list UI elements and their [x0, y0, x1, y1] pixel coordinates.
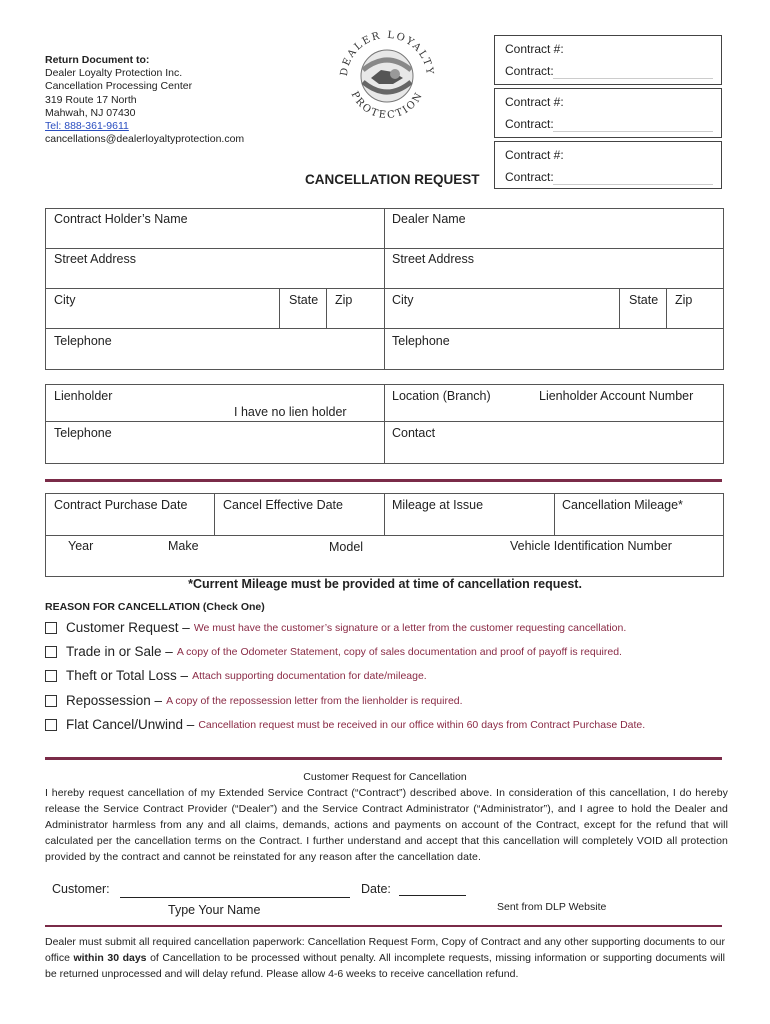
holder-name-label: Contract Holder’s Name: [54, 212, 188, 226]
reason-heading: REASON FOR CANCELLATION (Check One): [45, 601, 265, 613]
customer-signature-line[interactable]: [120, 897, 350, 898]
mileage-issue-label: Mileage at Issue: [392, 498, 484, 512]
vehicle-info-field[interactable]: [45, 535, 724, 577]
checkbox[interactable]: [45, 719, 57, 731]
logo-bottom-text: PROTECTION: [348, 89, 426, 122]
location-label: Location (Branch): [392, 389, 491, 403]
contract-number-label: Contract #:: [505, 148, 564, 162]
contract-label: Contract:: [505, 64, 554, 78]
account-number-label: Lienholder Account Number: [539, 389, 694, 403]
contract-box[interactable]: [494, 35, 722, 85]
contract-label: Contract:: [505, 170, 554, 184]
zip-label: Zip: [675, 293, 693, 307]
checkbox[interactable]: [45, 695, 57, 707]
customer-label: Customer:: [52, 882, 110, 896]
cancel-mileage-label: Cancellation Mileage*: [562, 498, 683, 512]
reason-label: Trade in or Sale –: [66, 644, 173, 659]
contract-box[interactable]: [494, 141, 722, 189]
dealer-state-field[interactable]: [619, 288, 667, 329]
statement-body: I hereby request cancellation of my Extended Service Contract (“Contract”) described above. In consideration of this cancellation, I do hereby release the Service Contract Provider (“Dealer”) and the Service Contract Administrator (“Administrator”), and I agree to hold the Dealer and Administrator harmless from any and all claims, demands, actions and payments on account of the Contract, except for the refund that will calculated per the cancellation terms on the Contract. I further understand and accept that this cancellation will completely VOID all protection provided by the contract and cannot be reinstated for any reason after the cancellation date.: [45, 787, 728, 863]
phone-link[interactable]: Tel: 888-361-9611: [45, 120, 129, 133]
cancel-date-label: Cancel Effective Date: [223, 498, 343, 512]
holder-phone-field[interactable]: [45, 328, 385, 370]
mileage-note: *Current Mileage must be provided at time of cancellation request.: [188, 577, 582, 591]
holder-zip-field[interactable]: [326, 288, 385, 329]
reason-description: Attach supporting documentation for date/mileage.: [192, 669, 427, 682]
reason-repossession[interactable]: [45, 693, 463, 708]
contract-label: Contract:: [505, 117, 554, 131]
logo-top-text: DEALER LOYALTY: [338, 29, 436, 77]
address-line: Mahwah, NJ 07430: [45, 106, 136, 119]
page-title: CANCELLATION REQUEST: [305, 172, 480, 187]
telephone-label: Telephone: [54, 334, 112, 348]
reason-trade-in[interactable]: [45, 644, 622, 659]
contact-label: Contact: [392, 426, 436, 440]
email-address: cancellations@dealerloyaltyprotection.com: [45, 133, 245, 146]
city-label: City: [54, 293, 76, 307]
checkbox[interactable]: [45, 622, 57, 634]
dealer-phone-field[interactable]: [384, 328, 724, 370]
checkbox[interactable]: [45, 646, 57, 658]
footer-text: Dealer must submit all required cancellation paperwork: Cancellation Request Form, Copy of Contract and any other supporting documents to our office: [45, 936, 725, 964]
dealer-name-field[interactable]: [384, 208, 724, 249]
footer-text: of Cancellation to be processed without penalty. All incomplete requests, missing information or supporting documents will be returned unprocessed and will delay refund. Please allow 4-6 weeks to receive cancellation refund.: [45, 952, 725, 980]
telephone-label: Telephone: [54, 426, 112, 440]
make-label: Make: [168, 539, 199, 553]
section-divider: [45, 479, 722, 482]
dealer-zip-field[interactable]: [666, 288, 724, 329]
reason-description: We must have the customer’s signature or a letter from the customer requesting cancellation.: [193, 621, 627, 634]
reason-label: Customer Request –: [66, 620, 190, 635]
reason-description: Cancellation request must be received in our office within 60 days from Contract Purchase Date.: [198, 718, 646, 731]
checkbox[interactable]: [45, 670, 57, 682]
holder-street-field[interactable]: [45, 248, 385, 289]
state-label: State: [289, 293, 319, 307]
lienholder-field[interactable]: [45, 384, 385, 422]
divider: [553, 131, 713, 132]
vin-label: Vehicle Identification Number: [510, 539, 672, 553]
address-line: 319 Route 17 North: [45, 93, 137, 106]
dealer-street-field[interactable]: [384, 248, 724, 289]
lien-phone-field[interactable]: [45, 421, 385, 464]
reason-label: Repossession –: [66, 693, 163, 708]
reason-label: Flat Cancel/Unwind –: [66, 717, 195, 732]
zip-label: Zip: [335, 293, 353, 307]
reason-label: Theft or Total Loss –: [66, 668, 189, 683]
return-heading: Return Document to:: [45, 54, 150, 66]
dealer-city-field[interactable]: [384, 288, 620, 329]
street-label: Street Address: [54, 252, 136, 266]
lienholder-label: Lienholder: [54, 389, 113, 403]
reason-description: A copy of the Odometer Statement, copy of sales documentation and proof of payoff is required.: [176, 645, 622, 658]
cancel-date-field[interactable]: [214, 493, 385, 536]
footer-note: [45, 934, 725, 982]
type-name-label: Type Your Name: [168, 903, 261, 917]
reason-customer-request[interactable]: [45, 620, 626, 635]
footer-emphasis: within 30 days: [73, 952, 147, 964]
section-divider: [45, 925, 722, 927]
model-label: Model: [329, 540, 364, 554]
contract-number-label: Contract #:: [505, 42, 564, 56]
holder-name-field[interactable]: [45, 208, 385, 249]
holder-state-field[interactable]: [279, 288, 327, 329]
reason-flat-cancel[interactable]: [45, 717, 645, 732]
cancel-mileage-field[interactable]: [554, 493, 724, 536]
sent-from-label: Sent from DLP Website: [497, 901, 607, 913]
return-address: [45, 54, 244, 146]
mileage-issue-field[interactable]: [384, 493, 555, 536]
date-line[interactable]: [399, 895, 466, 896]
divider: [553, 184, 713, 185]
statement-heading: Customer Request for Cancellation: [303, 771, 467, 783]
year-label: Year: [68, 539, 94, 553]
divider: [553, 78, 713, 79]
holder-city-field[interactable]: [45, 288, 280, 329]
no-lien-checkbox-label[interactable]: I have no lien holder: [234, 405, 347, 419]
state-label: State: [629, 293, 659, 307]
purchase-date-field[interactable]: [45, 493, 215, 536]
reason-description: A copy of the repossession letter from the lienholder is required.: [166, 694, 463, 707]
telephone-label: Telephone: [392, 334, 450, 348]
city-label: City: [392, 293, 414, 307]
purchase-date-label: Contract Purchase Date: [54, 498, 188, 512]
dealer-loyalty-logo: [333, 20, 441, 128]
reason-theft[interactable]: [45, 668, 427, 683]
address-line: Cancellation Processing Center: [45, 80, 193, 93]
street-label: Street Address: [392, 252, 474, 266]
section-divider: [45, 757, 722, 760]
contract-box[interactable]: [494, 88, 722, 138]
lien-location-field[interactable]: [384, 384, 724, 422]
contract-number-label: Contract #:: [505, 95, 564, 109]
address-line: Dealer Loyalty Protection Inc.: [45, 67, 183, 80]
lien-contact-field[interactable]: [384, 421, 724, 464]
dealer-name-label: Dealer Name: [392, 212, 466, 226]
date-label: Date:: [361, 882, 391, 896]
